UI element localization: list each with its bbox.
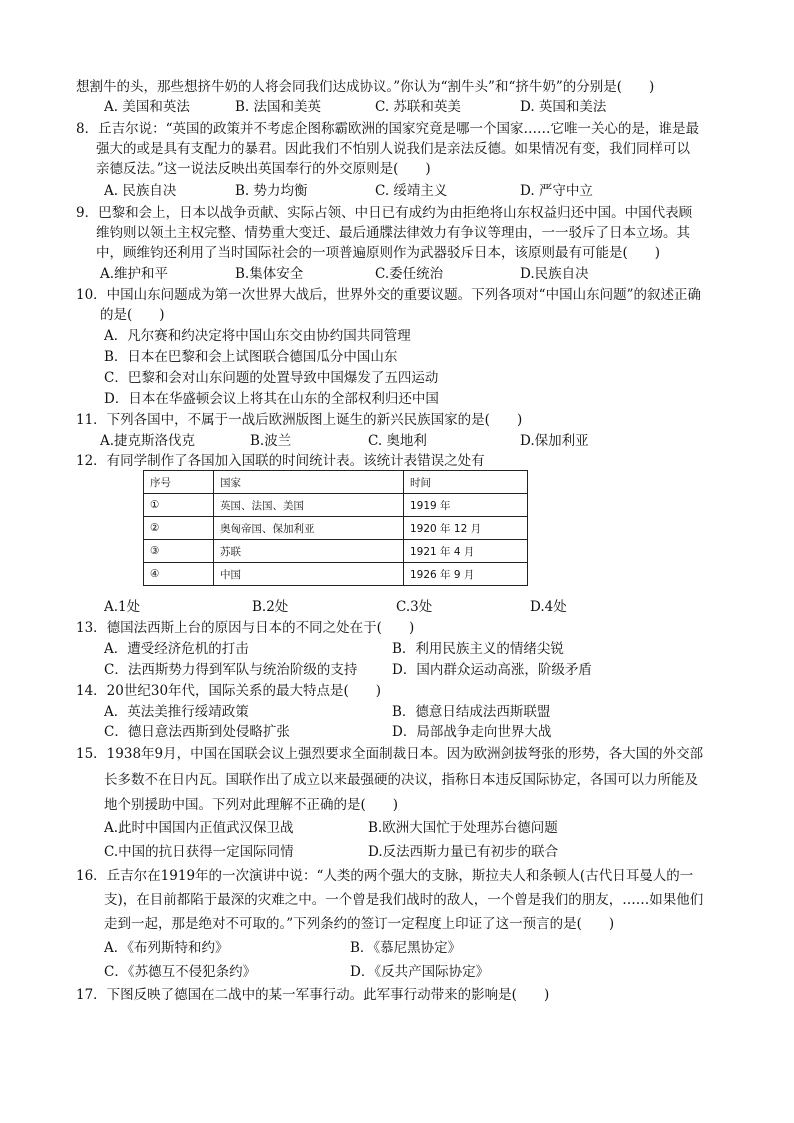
q14-option-a[interactable]: A．英法美推行绥靖政策 bbox=[104, 704, 249, 720]
q7-option-c[interactable]: C. 苏联和英美 bbox=[375, 99, 461, 115]
q8-option-a[interactable]: A. 民族自决 bbox=[104, 183, 177, 199]
q16-text-3: 走到一起，那是绝对不可取的。”下列条约的签订一定程度上印证了这一预言的是( ) bbox=[104, 916, 615, 932]
q16-option-b[interactable]: B．《慕尼黑协定》 bbox=[350, 940, 462, 956]
q9-text-2: 维钧则以领土主权完整、情势重大变迁、最后通牒法律效力有争议等理由，一一驳斥了日本立场。其 bbox=[96, 225, 690, 241]
table-cell: ① bbox=[144, 494, 214, 517]
q13-option-b[interactable]: B．利用民族主义的情绪尖锐 bbox=[392, 641, 564, 657]
q7-option-b[interactable]: B. 法国和美英 bbox=[235, 99, 322, 115]
q16-option-c[interactable]: C．《苏德互不侵犯条约》 bbox=[104, 964, 257, 980]
table-header-cell: 序号 bbox=[144, 471, 214, 494]
q8-text-3: 亲德反法。”这一说法反映出英国奉行的外交原则是( ) bbox=[96, 161, 431, 177]
league-membership-table bbox=[143, 470, 528, 586]
q7-option-d[interactable]: D. 英国和美法 bbox=[520, 99, 607, 115]
q15-text-2: 长多数不在日内瓦。国联作出了成立以来最强硬的决议，指称日本违反国际协定，各国可以力所能及 bbox=[104, 772, 698, 788]
q7-text: 想割牛的头，那些想挤牛奶的人将会同我们达成协议。”你认为“割牛头”和“挤牛奶”的分别是( ) bbox=[76, 79, 655, 95]
q9-text-1: 9．巴黎和会上，日本以战争贡献、实际占领、中日已有成约为由拒绝将山东权益归还中国。中国代表顾 bbox=[76, 205, 693, 221]
q8-option-c[interactable]: C. 绥靖主义 bbox=[375, 183, 448, 199]
q8-option-b[interactable]: B. 势力均衡 bbox=[235, 183, 308, 199]
q16-text-2: 支)，在目前都陷于最深的灾难之中。一个曾是我们战时的敌人，一个曾是我们的朋友，……如果他们 bbox=[104, 892, 704, 908]
q9-option-a[interactable]: A.维护和平 bbox=[100, 266, 169, 282]
q12-text: 12．有同学制作了各国加入国联的时间统计表。该统计表错误之处有 bbox=[76, 453, 485, 469]
q15-text-3: 地个别援助中国。下列对此理解不正确的是( ) bbox=[104, 797, 399, 813]
q13-option-a[interactable]: A．遭受经济危机的打击 bbox=[104, 641, 249, 657]
table-cell: 1919 年 bbox=[404, 494, 528, 517]
q10-option-a[interactable]: A．凡尔赛和约决定将中国山东交由协约国共同管理 bbox=[104, 328, 411, 344]
table-cell: ③ bbox=[144, 540, 214, 563]
q9-option-c[interactable]: C.委任统治 bbox=[375, 266, 444, 282]
q12-option-c[interactable]: C.3处 bbox=[396, 599, 433, 615]
q17-text: 17．下图反映了德国在二战中的某一军事行动。此军事行动带来的影响是( ) bbox=[76, 987, 550, 1003]
table-cell: 1926 年 9 月 bbox=[404, 563, 528, 586]
q9-option-b[interactable]: B.集体安全 bbox=[235, 266, 304, 282]
table-cell: 1920 年 12 月 bbox=[404, 517, 528, 540]
q15-text-1: 15．1938年9月，中国在国联会议上强烈要求全面制裁日本。因为欧洲剑拔弩张的形势，各大国的外交部 bbox=[76, 746, 704, 762]
q8-text-1: 8．丘吉尔说：“英国的政策并不考虑企图称霸欧洲的国家究竟是哪一个国家……它唯一关心的是，谁是最 bbox=[76, 121, 699, 137]
q11-option-d[interactable]: D.保加利亚 bbox=[520, 433, 589, 449]
q10-text-1: 10．中国山东问题成为第一次世界大战后，世界外交的重要议题。下列各项对“中国山东问题”的叙述正确 bbox=[76, 287, 701, 303]
q10-option-d[interactable]: D．日本在华盛顿会议上将其在山东的全部权利归还中国 bbox=[104, 391, 439, 407]
q14-option-c[interactable]: C．德日意法西斯到处侵略扩张 bbox=[104, 724, 290, 740]
q13-text: 13．德国法西斯上台的原因与日本的不同之处在于( ) bbox=[76, 620, 415, 636]
table-cell: 苏联 bbox=[214, 540, 404, 563]
q9-option-d[interactable]: D.民族自决 bbox=[520, 266, 589, 282]
q11-text: 11．下列各国中，不属于一战后欧洲版图上诞生的新兴民族国家的是( ) bbox=[76, 412, 523, 428]
table-header-row bbox=[144, 471, 528, 494]
table-row bbox=[144, 494, 528, 517]
q14-option-b[interactable]: B．德意日结成法西斯联盟 bbox=[392, 704, 551, 720]
q11-option-b[interactable]: B.波兰 bbox=[250, 433, 292, 449]
q16-option-d[interactable]: D．《反共产国际协定》 bbox=[350, 964, 490, 980]
table-header-cell: 国家 bbox=[214, 471, 404, 494]
table-cell: ② bbox=[144, 517, 214, 540]
q13-option-d[interactable]: D．国内群众运动高涨，阶级矛盾 bbox=[392, 662, 592, 678]
table-row bbox=[144, 563, 528, 586]
q8-option-d[interactable]: D. 严守中立 bbox=[520, 183, 593, 199]
q14-option-d[interactable]: D．局部战争走向世界大战 bbox=[392, 724, 552, 740]
q9-text-3: 中，顾维钧还利用了当时国际社会的一项普遍原则作为武器驳斥日本，该原则最有可能是( ) bbox=[96, 245, 661, 261]
table-cell: ④ bbox=[144, 563, 214, 586]
q12-option-b[interactable]: B.2处 bbox=[252, 599, 289, 615]
table-header-cell: 时间 bbox=[404, 471, 528, 494]
table-cell: 1921 年 4 月 bbox=[404, 540, 528, 563]
q7-option-a[interactable]: A. 美国和英法 bbox=[104, 99, 190, 115]
q15-option-b[interactable]: B.欧洲大国忙于处理苏台德问题 bbox=[368, 820, 558, 836]
q10-option-b[interactable]: B．日本在巴黎和会上试图联合德国瓜分中国山东 bbox=[104, 349, 398, 365]
q16-option-a[interactable]: A．《布列斯特和约》 bbox=[104, 940, 229, 956]
q10-option-c[interactable]: C．巴黎和会对山东问题的处置导致中国爆发了五四运动 bbox=[104, 370, 439, 386]
q15-option-a[interactable]: A.此时中国国内正值武汉保卫战 bbox=[104, 820, 294, 836]
q11-option-c[interactable]: C. 奥地利 bbox=[368, 433, 427, 449]
q15-option-d[interactable]: D.反法西斯力量已有初步的联合 bbox=[368, 844, 559, 860]
q12-option-a[interactable]: A.1处 bbox=[104, 599, 141, 615]
q12-option-d[interactable]: D.4处 bbox=[530, 599, 567, 615]
table-cell: 奥匈帝国、保加利亚 bbox=[214, 517, 404, 540]
q11-option-a[interactable]: A.捷克斯洛伐克 bbox=[100, 433, 196, 449]
q8-text-2: 强大的或是具有支配力的暴君。因此我们不怕别人说我们是亲法反德。如果情况有变，我们同样可以 bbox=[96, 141, 690, 157]
q14-text: 14．20世纪30年代，国际关系的最大特点是( ) bbox=[76, 683, 382, 699]
table-cell: 中国 bbox=[214, 563, 404, 586]
q16-text-1: 16．丘吉尔在1919年的一次演讲中说：“人类的两个强大的支脉，斯拉夫人和条顿人(古代日耳曼人的一 bbox=[76, 868, 694, 884]
q13-option-c[interactable]: C．法西斯势力得到军队与统治阶级的支持 bbox=[104, 662, 358, 678]
q10-text-2: 的是( ) bbox=[100, 307, 165, 323]
table-row bbox=[144, 517, 528, 540]
table-row bbox=[144, 540, 528, 563]
q15-option-c[interactable]: C.中国的抗日获得一定国际同情 bbox=[104, 844, 294, 860]
table-cell: 英国、法国、美国 bbox=[214, 494, 404, 517]
